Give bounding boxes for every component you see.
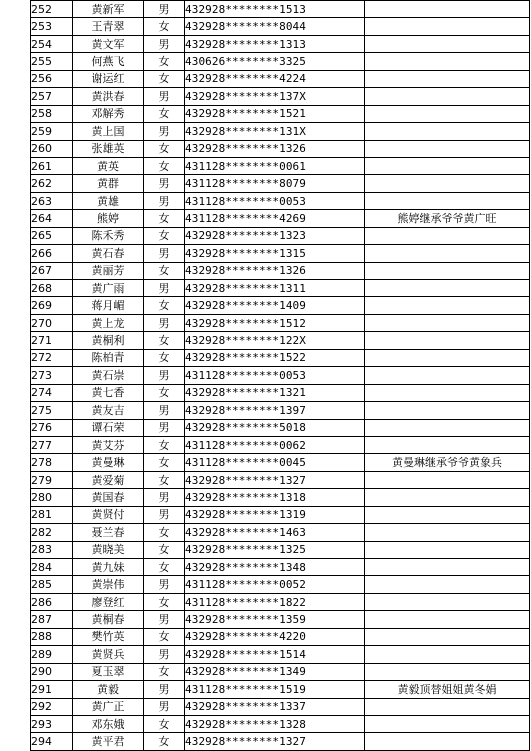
person-name-cell: 黄晓美	[73, 541, 144, 558]
remark-cell	[365, 1, 530, 18]
person-name-cell: 何燕飞	[73, 53, 144, 70]
id-number-cell: 432928********1513	[185, 1, 365, 18]
id-number-cell: 432928********1337	[185, 698, 365, 715]
row-number-cell: 270	[31, 314, 73, 331]
table-row	[31, 541, 530, 558]
person-name-cell: 蒋月嵋	[73, 297, 144, 314]
person-name-cell: 邓解秀	[73, 105, 144, 122]
person-name-cell: 聂兰春	[73, 524, 144, 541]
id-number-cell: 432928********1318	[185, 489, 365, 506]
table-row	[31, 367, 530, 384]
remark-cell	[365, 646, 530, 663]
table-row	[31, 314, 530, 331]
person-name-cell: 黄新军	[73, 1, 144, 18]
id-number-cell: 430626********3325	[185, 53, 365, 70]
person-name-cell: 黄上龙	[73, 314, 144, 331]
id-number-cell: 431128********0053	[185, 192, 365, 209]
row-number-cell: 272	[31, 349, 73, 366]
table-row	[31, 698, 530, 715]
person-name-cell: 黄桐春	[73, 611, 144, 628]
person-name-cell: 樊竹英	[73, 628, 144, 645]
person-name-cell: 陈禾秀	[73, 227, 144, 244]
table-row	[31, 349, 530, 366]
row-number-cell: 257	[31, 88, 73, 105]
row-number-cell: 280	[31, 489, 73, 506]
id-number-cell: 432928********137X	[185, 88, 365, 105]
remark-cell	[365, 663, 530, 680]
roster-table	[30, 0, 530, 751]
person-name-cell: 黄贤付	[73, 506, 144, 523]
gender-cell: 男	[144, 506, 185, 523]
person-name-cell: 黄毅	[73, 681, 144, 698]
table-row	[31, 593, 530, 610]
remark-cell	[365, 559, 530, 576]
id-number-cell: 432928********1359	[185, 611, 365, 628]
gender-cell: 女	[144, 157, 185, 174]
row-number-cell: 294	[31, 733, 73, 750]
remark-cell	[365, 402, 530, 419]
gender-cell: 男	[144, 419, 185, 436]
gender-cell: 女	[144, 471, 185, 488]
table-row	[31, 402, 530, 419]
remark-cell	[365, 192, 530, 209]
row-number-cell: 273	[31, 367, 73, 384]
remark-cell	[365, 18, 530, 35]
table-row	[31, 489, 530, 506]
gender-cell: 女	[144, 715, 185, 732]
table-row	[31, 733, 530, 750]
gender-cell: 女	[144, 559, 185, 576]
person-name-cell: 黄洪春	[73, 88, 144, 105]
person-name-cell: 熊婷	[73, 210, 144, 227]
row-number-cell: 287	[31, 611, 73, 628]
person-name-cell: 黄丽芳	[73, 262, 144, 279]
person-name-cell: 黄崇伟	[73, 576, 144, 593]
gender-cell: 男	[144, 402, 185, 419]
remark-cell	[365, 419, 530, 436]
row-number-cell: 274	[31, 384, 73, 401]
remark-cell	[365, 611, 530, 628]
row-number-cell: 288	[31, 628, 73, 645]
table-row	[31, 1, 530, 18]
gender-cell: 男	[144, 367, 185, 384]
person-name-cell: 黄桐利	[73, 332, 144, 349]
id-number-cell: 431128********1519	[185, 681, 365, 698]
id-number-cell: 432928********122X	[185, 332, 365, 349]
row-number-cell: 292	[31, 698, 73, 715]
table-row	[31, 105, 530, 122]
row-number-cell: 263	[31, 192, 73, 209]
person-name-cell: 黄英	[73, 157, 144, 174]
person-name-cell: 黄石春	[73, 245, 144, 262]
gender-cell: 女	[144, 436, 185, 453]
table-row	[31, 524, 530, 541]
gender-cell: 男	[144, 175, 185, 192]
remark-cell	[365, 227, 530, 244]
row-number-cell: 259	[31, 123, 73, 140]
row-number-cell: 266	[31, 245, 73, 262]
id-number-cell: 432928********1315	[185, 245, 365, 262]
person-name-cell: 黄艾芬	[73, 436, 144, 453]
row-number-cell: 293	[31, 715, 73, 732]
id-number-cell: 431128********1822	[185, 593, 365, 610]
id-number-cell: 432928********1512	[185, 314, 365, 331]
person-name-cell: 廖登红	[73, 593, 144, 610]
row-number-cell: 260	[31, 140, 73, 157]
gender-cell: 女	[144, 628, 185, 645]
remark-cell: 黄曼琳继承爷爷黄象兵	[365, 454, 530, 471]
row-number-cell: 252	[31, 1, 73, 18]
id-number-cell: 431128********0052	[185, 576, 365, 593]
id-number-cell: 432928********1514	[185, 646, 365, 663]
remark-cell	[365, 367, 530, 384]
table-row	[31, 192, 530, 209]
id-number-cell: 432928********1325	[185, 541, 365, 558]
table-row	[31, 576, 530, 593]
gender-cell: 女	[144, 541, 185, 558]
gender-cell: 女	[144, 733, 185, 750]
row-number-cell: 285	[31, 576, 73, 593]
person-name-cell: 黄七香	[73, 384, 144, 401]
id-number-cell: 432928********1348	[185, 559, 365, 576]
person-name-cell: 黄贤兵	[73, 646, 144, 663]
remark-cell	[365, 436, 530, 453]
gender-cell: 女	[144, 663, 185, 680]
remark-cell	[365, 541, 530, 558]
id-number-cell: 432928********131X	[185, 123, 365, 140]
gender-cell: 女	[144, 18, 185, 35]
gender-cell: 男	[144, 192, 185, 209]
row-number-cell: 284	[31, 559, 73, 576]
row-number-cell: 283	[31, 541, 73, 558]
id-number-cell: 432928********1328	[185, 715, 365, 732]
gender-cell: 男	[144, 123, 185, 140]
person-name-cell: 黄九妹	[73, 559, 144, 576]
person-name-cell: 黄石崇	[73, 367, 144, 384]
id-number-cell: 432928********1311	[185, 280, 365, 297]
remark-cell	[365, 332, 530, 349]
id-number-cell: 432928********4224	[185, 70, 365, 87]
person-name-cell: 黄爱菊	[73, 471, 144, 488]
remark-cell	[365, 628, 530, 645]
person-name-cell: 张雄英	[73, 140, 144, 157]
row-number-cell: 291	[31, 681, 73, 698]
row-number-cell: 261	[31, 157, 73, 174]
gender-cell: 女	[144, 524, 185, 541]
table-row	[31, 454, 530, 471]
remark-cell	[365, 593, 530, 610]
gender-cell: 女	[144, 297, 185, 314]
person-name-cell: 黄群	[73, 175, 144, 192]
table-row	[31, 681, 530, 698]
remark-cell	[365, 262, 530, 279]
row-number-cell: 254	[31, 35, 73, 52]
table-row	[31, 35, 530, 52]
remark-cell	[365, 70, 530, 87]
person-name-cell: 谭石荣	[73, 419, 144, 436]
remark-cell	[365, 140, 530, 157]
table-row	[31, 175, 530, 192]
row-number-cell: 268	[31, 280, 73, 297]
remark-cell	[365, 123, 530, 140]
id-number-cell: 431128********0061	[185, 157, 365, 174]
gender-cell: 女	[144, 332, 185, 349]
remark-cell	[365, 297, 530, 314]
remark-cell	[365, 384, 530, 401]
table-row	[31, 628, 530, 645]
gender-cell: 女	[144, 262, 185, 279]
remark-cell	[365, 698, 530, 715]
gender-cell: 男	[144, 646, 185, 663]
person-name-cell: 谢运红	[73, 70, 144, 87]
table-row	[31, 280, 530, 297]
remark-cell	[365, 349, 530, 366]
id-number-cell: 432928********1323	[185, 227, 365, 244]
person-name-cell: 黄曼琳	[73, 454, 144, 471]
person-name-cell: 夏玉翠	[73, 663, 144, 680]
remark-cell	[365, 105, 530, 122]
row-number-cell: 256	[31, 70, 73, 87]
table-row	[31, 18, 530, 35]
gender-cell: 男	[144, 681, 185, 698]
row-number-cell: 282	[31, 524, 73, 541]
id-number-cell: 431128********0062	[185, 436, 365, 453]
row-number-cell: 277	[31, 436, 73, 453]
id-number-cell: 432928********5018	[185, 419, 365, 436]
id-number-cell: 432928********1409	[185, 297, 365, 314]
table-row	[31, 611, 530, 628]
table-row	[31, 332, 530, 349]
gender-cell: 女	[144, 227, 185, 244]
gender-cell: 女	[144, 70, 185, 87]
gender-cell: 男	[144, 280, 185, 297]
row-number-cell: 264	[31, 210, 73, 227]
table-row	[31, 419, 530, 436]
remark-cell	[365, 471, 530, 488]
person-name-cell: 黄广雨	[73, 280, 144, 297]
remark-cell	[365, 35, 530, 52]
row-number-cell: 275	[31, 402, 73, 419]
gender-cell: 女	[144, 53, 185, 70]
remark-cell	[365, 524, 530, 541]
remark-cell: 黄毅顶替姐姐黄冬娟	[365, 681, 530, 698]
remark-cell	[365, 715, 530, 732]
id-number-cell: 432928********1326	[185, 262, 365, 279]
roster-table-body	[31, 1, 530, 751]
gender-cell: 女	[144, 105, 185, 122]
row-number-cell: 281	[31, 506, 73, 523]
id-number-cell: 432928********1313	[185, 35, 365, 52]
id-number-cell: 432928********8044	[185, 18, 365, 35]
gender-cell: 男	[144, 245, 185, 262]
gender-cell: 男	[144, 35, 185, 52]
row-number-cell: 289	[31, 646, 73, 663]
remark-cell	[365, 733, 530, 750]
row-number-cell: 290	[31, 663, 73, 680]
id-number-cell: 431128********8079	[185, 175, 365, 192]
table-row	[31, 53, 530, 70]
gender-cell: 女	[144, 349, 185, 366]
row-number-cell: 279	[31, 471, 73, 488]
id-number-cell: 432928********1327	[185, 471, 365, 488]
id-number-cell: 432928********1349	[185, 663, 365, 680]
id-number-cell: 431128********4269	[185, 210, 365, 227]
table-row	[31, 559, 530, 576]
gender-cell: 男	[144, 1, 185, 18]
gender-cell: 男	[144, 576, 185, 593]
person-name-cell: 邓东娥	[73, 715, 144, 732]
id-number-cell: 432928********1319	[185, 506, 365, 523]
person-name-cell: 黄上国	[73, 123, 144, 140]
id-number-cell: 432928********1521	[185, 105, 365, 122]
id-number-cell: 432928********1522	[185, 349, 365, 366]
table-row	[31, 436, 530, 453]
table-row	[31, 227, 530, 244]
person-name-cell: 黄友吉	[73, 402, 144, 419]
table-row	[31, 663, 530, 680]
gender-cell: 男	[144, 489, 185, 506]
remark-cell	[365, 245, 530, 262]
id-number-cell: 432928********1326	[185, 140, 365, 157]
person-name-cell: 黄文军	[73, 35, 144, 52]
remark-cell	[365, 280, 530, 297]
table-row	[31, 140, 530, 157]
remark-cell	[365, 576, 530, 593]
id-number-cell: 432928********1321	[185, 384, 365, 401]
remark-cell	[365, 88, 530, 105]
gender-cell: 男	[144, 611, 185, 628]
remark-cell	[365, 489, 530, 506]
table-row	[31, 506, 530, 523]
gender-cell: 女	[144, 593, 185, 610]
gender-cell: 男	[144, 698, 185, 715]
table-row	[31, 157, 530, 174]
table-row	[31, 646, 530, 663]
row-number-cell: 265	[31, 227, 73, 244]
row-number-cell: 267	[31, 262, 73, 279]
remark-cell	[365, 314, 530, 331]
table-row	[31, 262, 530, 279]
gender-cell: 男	[144, 88, 185, 105]
row-number-cell: 255	[31, 53, 73, 70]
table-row	[31, 88, 530, 105]
table-row	[31, 471, 530, 488]
id-number-cell: 432928********1397	[185, 402, 365, 419]
id-number-cell: 432928********4220	[185, 628, 365, 645]
table-row	[31, 210, 530, 227]
remark-cell: 熊婷继承爷爷黄广旺	[365, 210, 530, 227]
row-number-cell: 258	[31, 105, 73, 122]
remark-cell	[365, 157, 530, 174]
row-number-cell: 276	[31, 419, 73, 436]
table-row	[31, 245, 530, 262]
id-number-cell: 432928********1327	[185, 733, 365, 750]
person-name-cell: 黄雄	[73, 192, 144, 209]
gender-cell: 女	[144, 210, 185, 227]
row-number-cell: 262	[31, 175, 73, 192]
person-name-cell: 陈柏青	[73, 349, 144, 366]
person-name-cell: 黄广正	[73, 698, 144, 715]
table-row	[31, 123, 530, 140]
gender-cell: 女	[144, 454, 185, 471]
remark-cell	[365, 53, 530, 70]
gender-cell: 男	[144, 314, 185, 331]
remark-cell	[365, 506, 530, 523]
row-number-cell: 269	[31, 297, 73, 314]
table-row	[31, 384, 530, 401]
person-name-cell: 黄平君	[73, 733, 144, 750]
person-name-cell: 黄国春	[73, 489, 144, 506]
id-number-cell: 432928********1463	[185, 524, 365, 541]
id-number-cell: 431128********0053	[185, 367, 365, 384]
table-row	[31, 70, 530, 87]
gender-cell: 女	[144, 140, 185, 157]
gender-cell: 女	[144, 384, 185, 401]
row-number-cell: 286	[31, 593, 73, 610]
table-row	[31, 715, 530, 732]
row-number-cell: 278	[31, 454, 73, 471]
table-row	[31, 297, 530, 314]
row-number-cell: 253	[31, 18, 73, 35]
row-number-cell: 271	[31, 332, 73, 349]
remark-cell	[365, 175, 530, 192]
id-number-cell: 431128********0045	[185, 454, 365, 471]
person-name-cell: 王青翠	[73, 18, 144, 35]
